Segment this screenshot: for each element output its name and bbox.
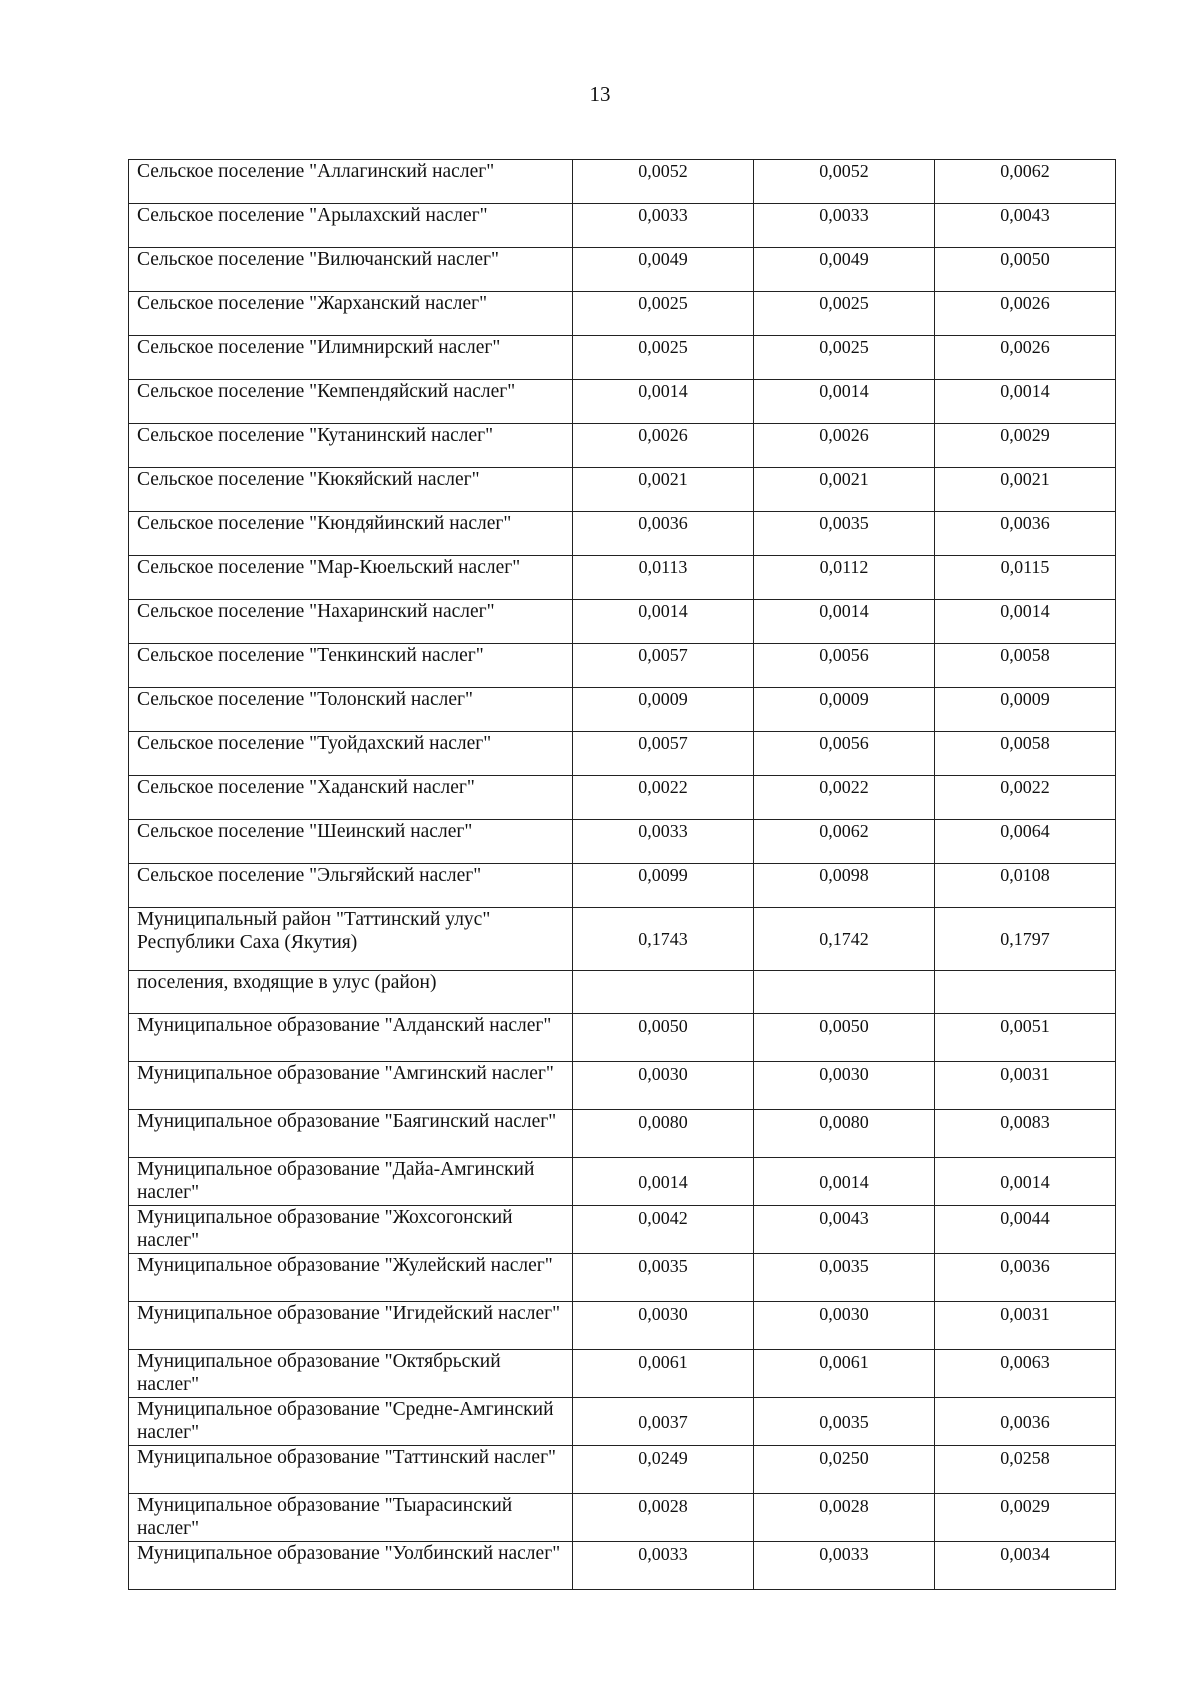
value-cell-2: 0,0112: [754, 556, 935, 600]
value-cell-1: 0,0009: [573, 688, 754, 732]
table-row: [129, 776, 1116, 820]
row-name-cell: Муниципальное образование "Таттинский наслег": [129, 1446, 573, 1494]
value-cell-3: 0,0051: [935, 1014, 1116, 1062]
value-cell-2: 0,0049: [754, 248, 935, 292]
value-cell-2: 0,0014: [754, 380, 935, 424]
table-row: [129, 292, 1116, 336]
value-cell-2: 0,0014: [754, 600, 935, 644]
table-row: [129, 380, 1116, 424]
value-cell-1: 0,0014: [573, 1158, 754, 1206]
row-name-cell: Сельское поселение "Тенкинский наслег": [129, 644, 573, 688]
table-row: [129, 600, 1116, 644]
value-cell-3: 0,0258: [935, 1446, 1116, 1494]
table-row: [129, 864, 1116, 908]
value-cell-1: 0,0033: [573, 1542, 754, 1590]
value-cell-3: 0,0108: [935, 864, 1116, 908]
value-cell-2: 0,0062: [754, 820, 935, 864]
value-cell-2: [754, 971, 935, 1014]
row-name-cell: Сельское поселение "Аллагинский наслег": [129, 160, 573, 204]
value-cell-3: 0,0014: [935, 380, 1116, 424]
value-cell-2: 0,0035: [754, 512, 935, 556]
value-cell-1: 0,0022: [573, 776, 754, 820]
row-name-cell: Сельское поселение "Кутанинский наслег": [129, 424, 573, 468]
row-name-cell: Сельское поселение "Толонский наслег": [129, 688, 573, 732]
value-cell-1: 0,0014: [573, 380, 754, 424]
row-name-cell: Муниципальное образование "Жулейский наслег": [129, 1254, 573, 1302]
value-cell-2: 0,0025: [754, 292, 935, 336]
value-cell-3: 0,0058: [935, 732, 1116, 776]
value-cell-2: 0,0033: [754, 1542, 935, 1590]
value-cell-3: 0,0014: [935, 600, 1116, 644]
row-name-cell: Муниципальное образование "Амгинский наслег": [129, 1062, 573, 1110]
value-cell-1: 0,0035: [573, 1254, 754, 1302]
value-cell-3: 0,0058: [935, 644, 1116, 688]
row-name-cell: Муниципальное образование "Баягинский наслег": [129, 1110, 573, 1158]
value-cell-1: 0,0113: [573, 556, 754, 600]
value-cell-3: 0,0036: [935, 1254, 1116, 1302]
table-row: [129, 1206, 1116, 1254]
table-body: [129, 160, 1116, 1590]
row-name-cell: Сельское поселение "Кюндяйинский наслег": [129, 512, 573, 556]
value-cell-3: 0,0031: [935, 1302, 1116, 1350]
value-cell-1: 0,0025: [573, 292, 754, 336]
row-name-cell: Сельское поселение "Эльгяйский наслег": [129, 864, 573, 908]
value-cell-1: 0,0026: [573, 424, 754, 468]
table-row: [129, 512, 1116, 556]
value-cell-1: 0,0052: [573, 160, 754, 204]
value-cell-1: 0,0061: [573, 1350, 754, 1398]
value-cell-1: 0,0057: [573, 644, 754, 688]
table-row: [129, 1014, 1116, 1062]
value-cell-2: 0,0098: [754, 864, 935, 908]
value-cell-1: 0,0030: [573, 1062, 754, 1110]
row-name-cell: Сельское поселение "Арылахский наслег": [129, 204, 573, 248]
value-cell-2: 0,0061: [754, 1350, 935, 1398]
row-name-cell: Муниципальное образование "Дайа-Амгинский наслег": [129, 1158, 573, 1206]
row-name-cell: Муниципальное образование "Игидейский наслег": [129, 1302, 573, 1350]
value-cell-2: 0,0052: [754, 160, 935, 204]
table-row: [129, 1110, 1116, 1158]
value-cell-2: 0,0080: [754, 1110, 935, 1158]
table-row: [129, 1542, 1116, 1590]
value-cell-2: 0,1742: [754, 908, 935, 971]
row-name-cell: Муниципальное образование "Средне-Амгинский наслег": [129, 1398, 573, 1446]
value-cell-2: 0,0033: [754, 204, 935, 248]
table-row: [129, 424, 1116, 468]
value-cell-3: 0,0034: [935, 1542, 1116, 1590]
table-row: [129, 908, 1116, 971]
table-row: [129, 1062, 1116, 1110]
value-cell-3: 0,0036: [935, 512, 1116, 556]
value-cell-3: 0,0031: [935, 1062, 1116, 1110]
table-row: [129, 1350, 1116, 1398]
value-cell-3: 0,0029: [935, 1494, 1116, 1542]
row-name-cell: Муниципальное образование "Тыарасинский наслег": [129, 1494, 573, 1542]
value-cell-3: 0,0115: [935, 556, 1116, 600]
value-cell-1: 0,0014: [573, 600, 754, 644]
value-cell-2: 0,0056: [754, 732, 935, 776]
row-name-cell: Сельское поселение "Вилючанский наслег": [129, 248, 573, 292]
value-cell-1: 0,0021: [573, 468, 754, 512]
value-cell-3: 0,0026: [935, 336, 1116, 380]
table-row: [129, 1494, 1116, 1542]
value-cell-3: 0,0021: [935, 468, 1116, 512]
table-row: [129, 468, 1116, 512]
value-cell-2: 0,0056: [754, 644, 935, 688]
row-name-cell: Сельское поселение "Шеинский наслег": [129, 820, 573, 864]
value-cell-3: 0,0044: [935, 1206, 1116, 1254]
value-cell-3: 0,0064: [935, 820, 1116, 864]
table-row: [129, 336, 1116, 380]
row-name-cell: Муниципальное образование "Октябрьский наслег": [129, 1350, 573, 1398]
value-cell-3: 0,0014: [935, 1158, 1116, 1206]
value-cell-3: 0,0022: [935, 776, 1116, 820]
value-cell-2: 0,0030: [754, 1302, 935, 1350]
value-cell-1: 0,0099: [573, 864, 754, 908]
allocation-table: [128, 159, 1116, 1590]
value-cell-1: 0,0042: [573, 1206, 754, 1254]
table-row: [129, 644, 1116, 688]
value-cell-2: 0,0022: [754, 776, 935, 820]
value-cell-1: 0,0025: [573, 336, 754, 380]
table-row: [129, 820, 1116, 864]
value-cell-1: 0,0036: [573, 512, 754, 556]
value-cell-2: 0,0028: [754, 1494, 935, 1542]
table-row: [129, 688, 1116, 732]
value-cell-1: 0,0050: [573, 1014, 754, 1062]
table-row: [129, 1398, 1116, 1446]
row-name-cell: Сельское поселение "Кюкяйский наслег": [129, 468, 573, 512]
value-cell-2: 0,0021: [754, 468, 935, 512]
value-cell-1: 0,0249: [573, 1446, 754, 1494]
value-cell-1: 0,0028: [573, 1494, 754, 1542]
value-cell-3: 0,0029: [935, 424, 1116, 468]
value-cell-1: 0,0049: [573, 248, 754, 292]
value-cell-3: 0,0062: [935, 160, 1116, 204]
row-name-cell: Сельское поселение "Илимнирский наслег": [129, 336, 573, 380]
value-cell-2: 0,0043: [754, 1206, 935, 1254]
value-cell-3: 0,0083: [935, 1110, 1116, 1158]
value-cell-1: 0,0030: [573, 1302, 754, 1350]
value-cell-3: 0,0063: [935, 1350, 1116, 1398]
row-name-cell: Сельское поселение "Жарханский наслег": [129, 292, 573, 336]
row-name-cell: Сельское поселение "Нахаринский наслег": [129, 600, 573, 644]
table-row: [129, 204, 1116, 248]
value-cell-2: 0,0009: [754, 688, 935, 732]
value-cell-1: 0,0057: [573, 732, 754, 776]
value-cell-1: 0,1743: [573, 908, 754, 971]
value-cell-2: 0,0050: [754, 1014, 935, 1062]
value-cell-1: 0,0033: [573, 204, 754, 248]
table-row: [129, 556, 1116, 600]
table-row: [129, 1446, 1116, 1494]
row-name-cell: Сельское поселение "Туойдахский наслег": [129, 732, 573, 776]
value-cell-2: 0,0250: [754, 1446, 935, 1494]
table-row: [129, 1254, 1116, 1302]
value-cell-2: 0,0030: [754, 1062, 935, 1110]
value-cell-3: 0,1797: [935, 908, 1116, 971]
table-row: [129, 248, 1116, 292]
row-name-cell: Сельское поселение "Кемпендяйский наслег": [129, 380, 573, 424]
table-row: [129, 1158, 1116, 1206]
value-cell-2: 0,0025: [754, 336, 935, 380]
value-cell-2: 0,0014: [754, 1158, 935, 1206]
value-cell-1: [573, 971, 754, 1014]
value-cell-3: 0,0050: [935, 248, 1116, 292]
value-cell-1: 0,0033: [573, 820, 754, 864]
value-cell-2: 0,0026: [754, 424, 935, 468]
value-cell-1: 0,0080: [573, 1110, 754, 1158]
row-name-cell: поселения, входящие в улус (район): [129, 971, 573, 1014]
row-name-cell: Муниципальное образование "Алданский наслег": [129, 1014, 573, 1062]
table-row: [129, 1302, 1116, 1350]
row-name-cell: Муниципальное образование "Жохсогонский наслег": [129, 1206, 573, 1254]
value-cell-3: 0,0036: [935, 1398, 1116, 1446]
table-row: [129, 971, 1116, 1014]
page-number: 13: [589, 82, 611, 106]
table-row: [129, 732, 1116, 776]
value-cell-3: 0,0009: [935, 688, 1116, 732]
value-cell-2: 0,0035: [754, 1254, 935, 1302]
row-name-cell: Сельское поселение "Мар-Кюельский наслег": [129, 556, 573, 600]
row-name-cell: Сельское поселение "Хаданский наслег": [129, 776, 573, 820]
row-name-cell: Муниципальное образование "Уолбинский наслег": [129, 1542, 573, 1590]
value-cell-3: 0,0043: [935, 204, 1116, 248]
value-cell-3: 0,0026: [935, 292, 1116, 336]
value-cell-2: 0,0035: [754, 1398, 935, 1446]
table-row: [129, 160, 1116, 204]
row-name-cell: Муниципальный район "Таттинский улус" Республики Саха (Якутия): [129, 908, 573, 971]
value-cell-3: [935, 971, 1116, 1014]
value-cell-1: 0,0037: [573, 1398, 754, 1446]
